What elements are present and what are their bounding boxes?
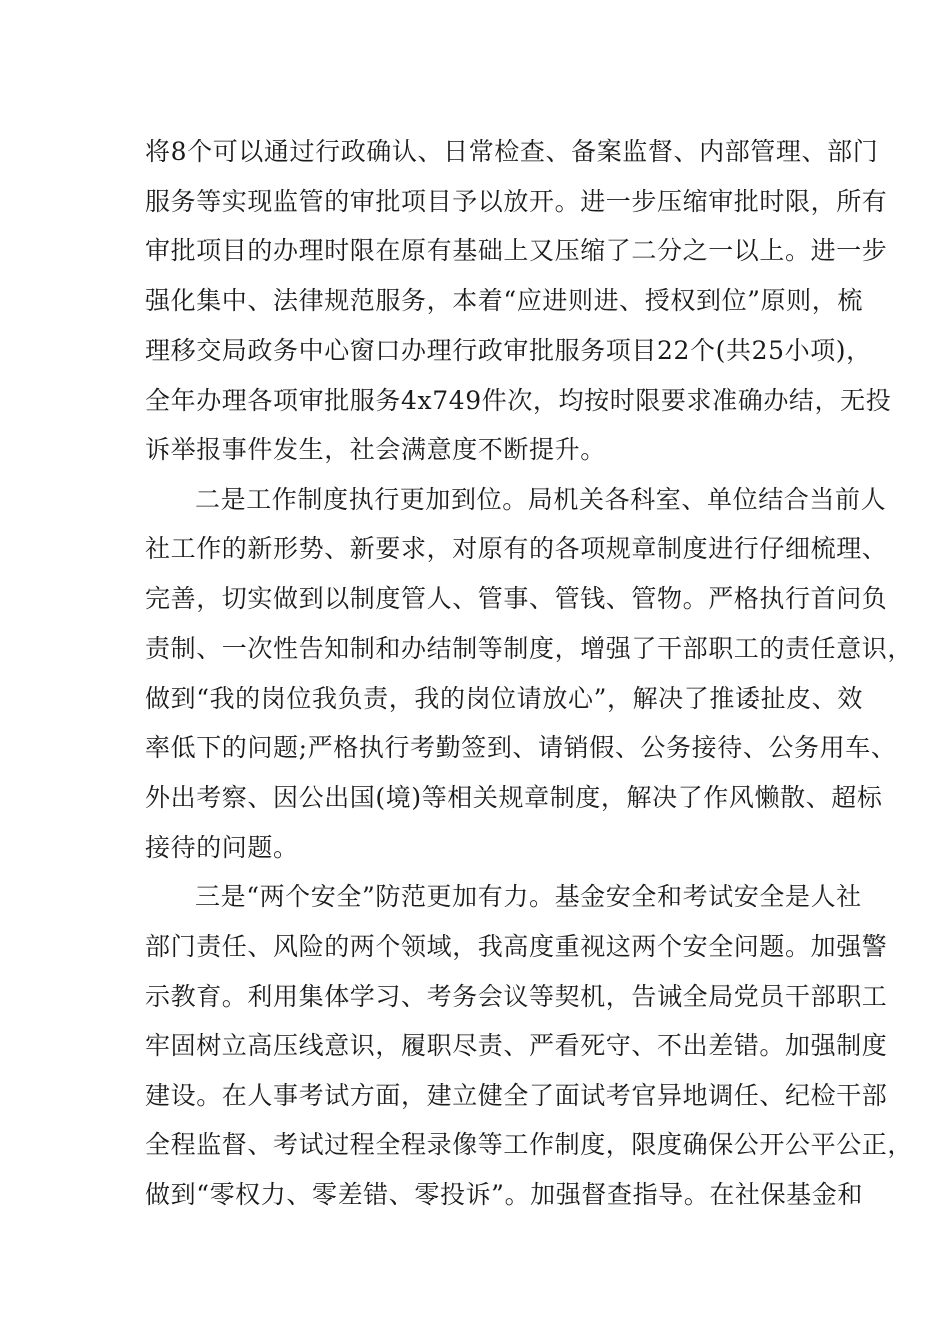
paragraph-3-line-3: 示教育。利用集体学习、考务会议等契机，告诫全局党员干部职工 bbox=[145, 982, 888, 1011]
paragraph-2-line-7: 外出考察、因公出国(境)等相关规章制度，解决了作风懒散、超标 bbox=[145, 783, 883, 812]
paragraph-2-line-3: 完善，切实做到以制度管人、管事、管钱、管物。严格执行首问负 bbox=[145, 584, 888, 613]
paragraph-1-line-1: 将8个可以通过行政确认、日常检查、备案监督、内部管理、部门 bbox=[145, 137, 879, 166]
paragraph-3-line-1: 三是“两个安全”防范更加有力。基金安全和考试安全是人社 bbox=[195, 882, 862, 911]
paragraph-1-line-5: 理移交局政务中心窗口办理行政审批服务项目22个(共25小项)， bbox=[145, 336, 872, 365]
paragraph-1-line-6: 全年办理各项审批服务4x749件次，均按时限要求准确办结，无投 bbox=[145, 386, 892, 415]
paragraph-1-line-7: 诉举报事件发生，社会满意度不断提升。 bbox=[145, 435, 606, 464]
paragraph-3-line-2: 部门责任、风险的两个领域，我高度重视这两个安全问题。加强警 bbox=[145, 932, 888, 961]
paragraph-3-line-5: 建设。在人事考试方面，建立健全了面试考官异地调任、纪检干部 bbox=[145, 1081, 888, 1110]
paragraph-3-line-4: 牢固树立高压线意识，履职尽责、严看死守、不出差错。加强制度 bbox=[145, 1031, 888, 1060]
paragraph-2-line-6: 率低下的问题;严格执行考勤签到、请销假、公务接待、公务用车、 bbox=[145, 733, 897, 762]
paragraph-2-line-1: 二是工作制度执行更加到位。局机关各科室、单位结合当前人 bbox=[195, 485, 887, 514]
paragraph-1-line-3: 审批项目的办理时限在原有基础上又压缩了二分之一以上。进一步 bbox=[145, 236, 888, 265]
paragraph-3-line-6: 全程监督、考试过程全程录像等工作制度，限度确保公开公平公正， bbox=[145, 1130, 914, 1159]
paragraph-2-line-8: 接待的问题。 bbox=[145, 833, 299, 862]
paragraph-1-line-4: 强化集中、法律规范服务，本着“应进则进、授权到位”原则，梳 bbox=[145, 286, 863, 315]
paragraph-2-line-5: 做到“我的岗位我负责，我的岗位请放心”，解决了推诿扯皮、效 bbox=[145, 684, 863, 713]
paragraph-2-line-2: 社工作的新形势、新要求，对原有的各项规章制度进行仔细梳理、 bbox=[145, 534, 888, 563]
paragraph-2-line-4: 责制、一次性告知制和办结制等制度，增强了干部职工的责任意识， bbox=[145, 634, 914, 663]
paragraph-1-line-2: 服务等实现监管的审批项目予以放开。进一步压缩审批时限，所有 bbox=[145, 187, 888, 216]
paragraph-3-line-7: 做到“零权力、零差错、零投诉”。加强督查指导。在社保基金和 bbox=[145, 1180, 863, 1209]
